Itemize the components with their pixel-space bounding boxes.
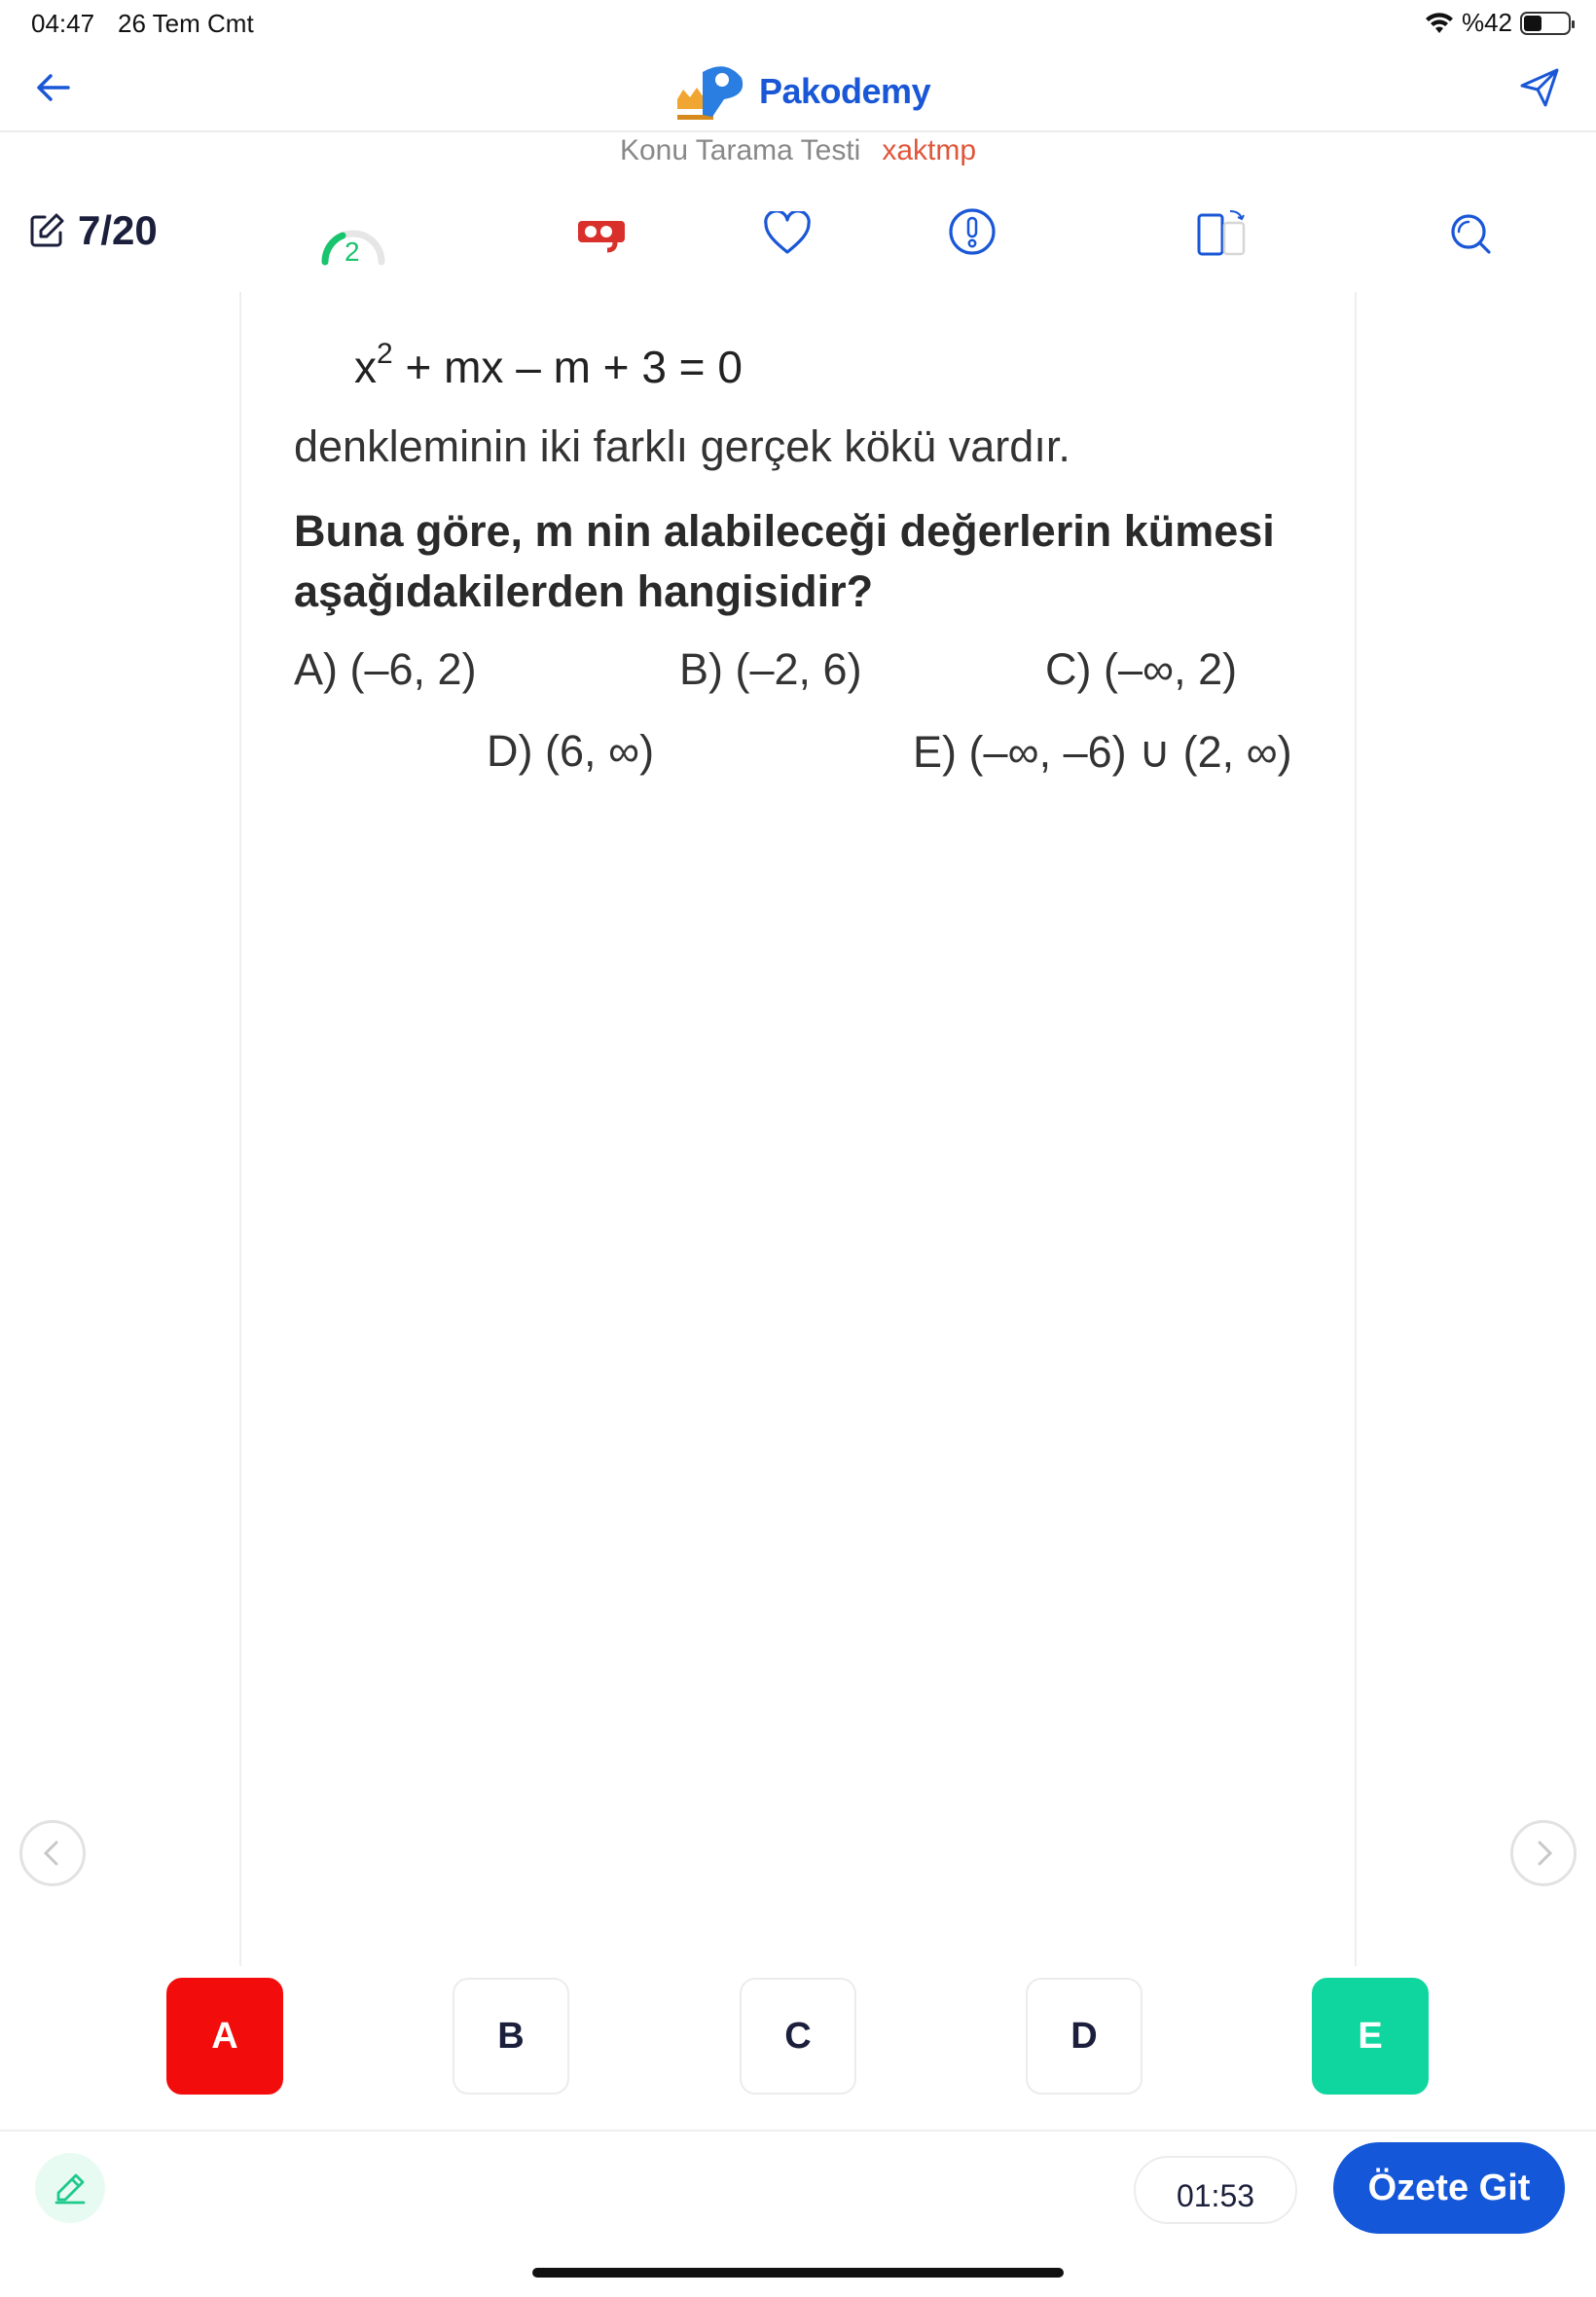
heart-icon[interactable]	[763, 211, 812, 256]
battery-percent: %42	[1461, 8, 1512, 37]
app-header	[0, 47, 1596, 132]
answer-buttons	[0, 1978, 1596, 2096]
test-code: xaktmp	[882, 134, 977, 166]
search-icon[interactable]	[1448, 211, 1495, 258]
question-toolbar	[0, 200, 1596, 268]
previous-question-button[interactable]	[19, 1820, 86, 1886]
question-area	[239, 292, 1357, 1966]
chevron-left-icon	[22, 1823, 83, 1883]
option-a: A) (–6, 2)	[294, 644, 477, 694]
brand-name: Pakodemy	[759, 71, 931, 111]
draw-button[interactable]	[35, 2153, 105, 2223]
chevron-right-icon	[1513, 1823, 1574, 1883]
streak-count: 2	[345, 237, 360, 267]
answer-b-button[interactable]: B	[453, 1978, 569, 2095]
equation-rest: + mx – m + 3 = 0	[392, 342, 743, 392]
streak-gauge[interactable]	[317, 211, 389, 272]
answer-c-button[interactable]: C	[740, 1978, 856, 2095]
answer-d-button[interactable]: D	[1026, 1978, 1143, 2095]
equation	[354, 337, 743, 393]
question-prompt: Buna göre, m nin alabileceği değerlerin kümesi aşağıdakilerden hangisidir?	[294, 506, 1275, 616]
counter-text: 7/20	[78, 207, 158, 253]
timer: 01:53	[1134, 2156, 1297, 2224]
answer-a-button[interactable]: A	[166, 1978, 283, 2095]
back-arrow-icon[interactable]	[31, 66, 74, 109]
split-view-icon[interactable]	[1195, 207, 1250, 258]
home-indicator	[532, 2268, 1064, 2278]
option-c: C) (–∞, 2)	[1045, 644, 1238, 694]
equation-base: x	[354, 342, 377, 392]
go-to-summary-button[interactable]: Özete Git	[1333, 2142, 1565, 2234]
option-d: D) (6, ∞)	[487, 726, 655, 776]
question-stem: denkleminin iki farklı gerçek kökü vardır.	[294, 421, 1070, 471]
send-icon[interactable]	[1516, 64, 1563, 111]
status-bar	[0, 0, 1596, 47]
pencil-icon	[53, 2170, 88, 2206]
test-title: Konu Tarama Testi	[619, 134, 861, 166]
option-b: B) (–2, 6)	[679, 644, 862, 694]
next-question-button[interactable]	[1510, 1820, 1577, 1886]
status-date: 26 Tem Cmt	[118, 9, 254, 38]
pakodemy-logo-icon	[673, 62, 749, 121]
report-icon[interactable]	[948, 207, 997, 256]
option-e: E) (–∞, –6) ∪ (2, ∞)	[913, 727, 1292, 777]
battery-icon	[1520, 12, 1571, 35]
footer-divider	[0, 2130, 1596, 2132]
edit-icon	[27, 211, 66, 250]
publisher-logo-icon[interactable]	[576, 215, 627, 254]
status-time: 04:47	[31, 9, 95, 38]
answer-e-button[interactable]: E	[1312, 1978, 1429, 2095]
question-counter	[27, 207, 158, 254]
wifi-icon	[1425, 12, 1454, 35]
equation-exponent: 2	[377, 337, 393, 370]
test-subtitle	[0, 134, 1596, 167]
brand-logo	[673, 62, 930, 121]
